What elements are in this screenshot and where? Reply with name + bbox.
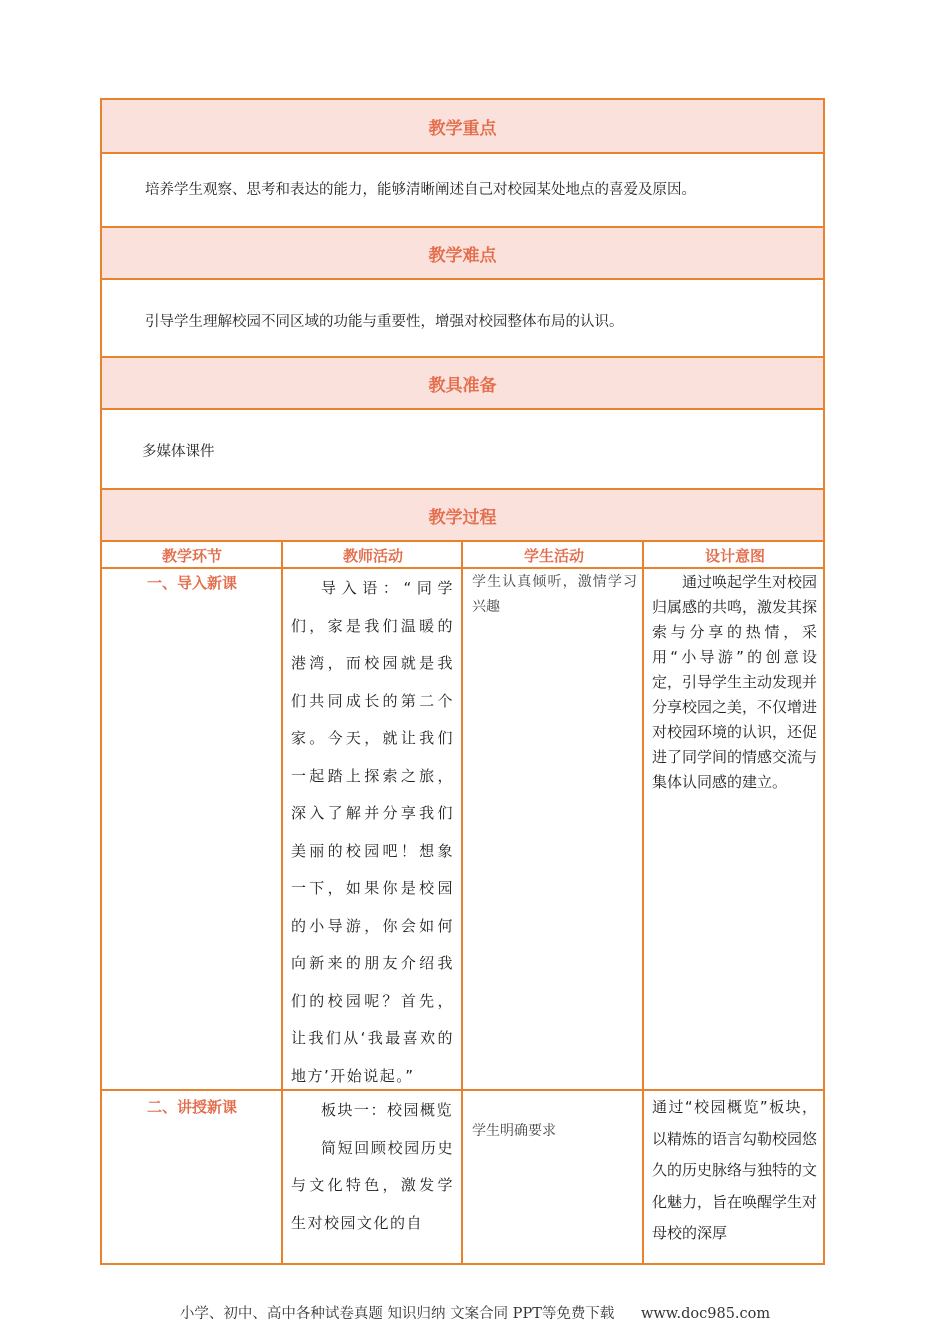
- footer: [0, 1302, 950, 1323]
- materials-content: 多媒体课件: [142, 444, 215, 460]
- col-header-student: 学生活动: [523, 547, 584, 565]
- student-activity-2: 学生明确要求: [472, 1123, 556, 1139]
- stage-1: 一、导入新课: [146, 574, 237, 592]
- block-text: 简短回顾校园历史与文化特色，激发学生对校园文化的自: [291, 1138, 454, 1232]
- section-header-process: 教学过程: [102, 490, 823, 540]
- design-intent-1: 通过唤起学生对校园归属感的共鸣，激发其探索与分享的热情，采用“小导游”的创意设定，引导学生主动发现并分享校园之美，不仅增进对校园环境的认识，还促进了同学间的情感交流与集体认同感的建立。: [652, 573, 818, 791]
- teacher-activity-2: [291, 1092, 454, 1242]
- design-intent-2: 通过“校园概览”板块，以精炼的语言勾勒校园悠久的历史脉络与独特的文化魅力，旨在唤醒学生对母校的深厚: [652, 1098, 818, 1242]
- footer-text: 小学、初中、高中各种试卷真题 知识归纳 文案合同 PPT等免费下载: [179, 1306, 615, 1322]
- key-points-content: 培养学生观察、思考和表达的能力，能够清晰阐述自己对校园某处地点的喜爱及原因。: [145, 182, 696, 198]
- lesson-plan-table: [100, 98, 825, 1265]
- stage-2: 二、讲授新课: [146, 1098, 237, 1116]
- col-header-stage: 教学环节: [161, 547, 222, 565]
- section-header-difficulties: 教学难点: [102, 228, 823, 278]
- teacher-activity-1: 导入语：“同学们，家是我们温暖的港湾，而校园就是我们共同成长的第二个家。今天，就让我们一起踏上探索之旅，深入了解并分享我们美丽的校园吧！想象一下，如果你是校园的小导游，你会如何向新来的朋友介绍我们的校园呢？首先，让我们从‘我最喜欢的地方’开始说起。”: [291, 579, 454, 1085]
- block-title: 板块一：校园概览: [321, 1101, 454, 1119]
- section-header-materials: 教具准备: [102, 358, 823, 408]
- col-header-teacher: 教师活动: [342, 547, 403, 565]
- student-activity-1: 学生认真倾听，激情学习兴趣: [472, 574, 637, 615]
- footer-url[interactable]: www.doc985.com: [640, 1306, 771, 1322]
- col-header-intent: 设计意图: [704, 547, 765, 565]
- section-header-key-points: 教学重点: [102, 100, 823, 152]
- difficulties-content: 引导学生理解校园不同区域的功能与重要性，增强对校园整体布局的认识。: [145, 314, 624, 330]
